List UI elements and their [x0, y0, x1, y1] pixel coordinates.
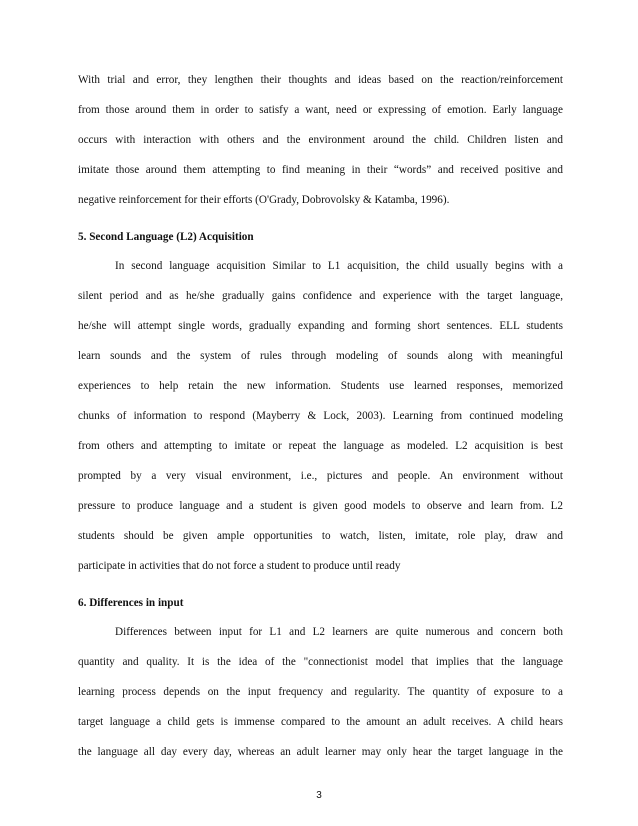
section-heading-5: 5. Second Language (L2) Acquisition	[78, 231, 254, 243]
paragraph-line: participate in activities that do not force a student to produce until ready	[78, 560, 401, 572]
paragraph-line: imitate those around them attempting to find meaning in their “words” and received positive and	[78, 164, 563, 176]
paragraph-line: learning process depends on the input frequency and regularity. The quantity of exposure to a	[78, 686, 563, 698]
paragraph-line: chunks of information to respond (Mayberry & Lock, 2003). Learning from continued modeling	[78, 410, 563, 422]
paragraph-line: occurs with interaction with others and the environment around the child. Children listen and	[78, 134, 563, 146]
paragraph-line: quantity and quality. It is the idea of the "connectionist model that implies that the language	[78, 656, 563, 668]
paragraph-line: negative reinforcement for their efforts (O'Grady, Dobrovolsky & Katamba, 1996).	[78, 194, 450, 206]
paragraph-line: Differences between input for L1 and L2 learners are quite numerous and concern both	[115, 626, 563, 638]
paragraph-line: pressure to produce language and a student is given good models to observe and learn from. L2	[78, 500, 563, 512]
paragraph-line: With trial and error, they lengthen their thoughts and ideas based on the reaction/reinforcement	[78, 74, 563, 86]
page-number: 3	[316, 790, 322, 801]
paragraph-line: prompted by a very visual environment, i.e., pictures and people. An environment without	[78, 470, 563, 482]
paragraph-line: In second language acquisition Similar to L1 acquisition, the child usually begins with a	[115, 260, 563, 272]
paragraph-line: the language all day every day, whereas an adult learner may only hear the target language in the	[78, 746, 563, 758]
paragraph-line: target language a child gets is immense compared to the amount an adult receives. A child hears	[78, 716, 563, 728]
paragraph-line: he/she will attempt single words, gradually expanding and forming short sentences. ELL students	[78, 320, 563, 332]
paragraph-line: learn sounds and the system of rules through modeling of sounds along with meaningful	[78, 350, 563, 362]
paragraph-line: experiences to help retain the new information. Students use learned responses, memorized	[78, 380, 563, 392]
paragraph-line: silent period and as he/she gradually gains confidence and experience with the target language,	[78, 290, 563, 302]
paragraph-line: from those around them in order to satisfy a want, need or expressing of emotion. Early language	[78, 104, 563, 116]
paragraph-line: students should be given ample opportunities to watch, listen, imitate, role play, draw and	[78, 530, 563, 542]
section-heading-6: 6. Differences in input	[78, 597, 184, 609]
paragraph-line: from others and attempting to imitate or repeat the language as modeled. L2 acquisition is best	[78, 440, 563, 452]
